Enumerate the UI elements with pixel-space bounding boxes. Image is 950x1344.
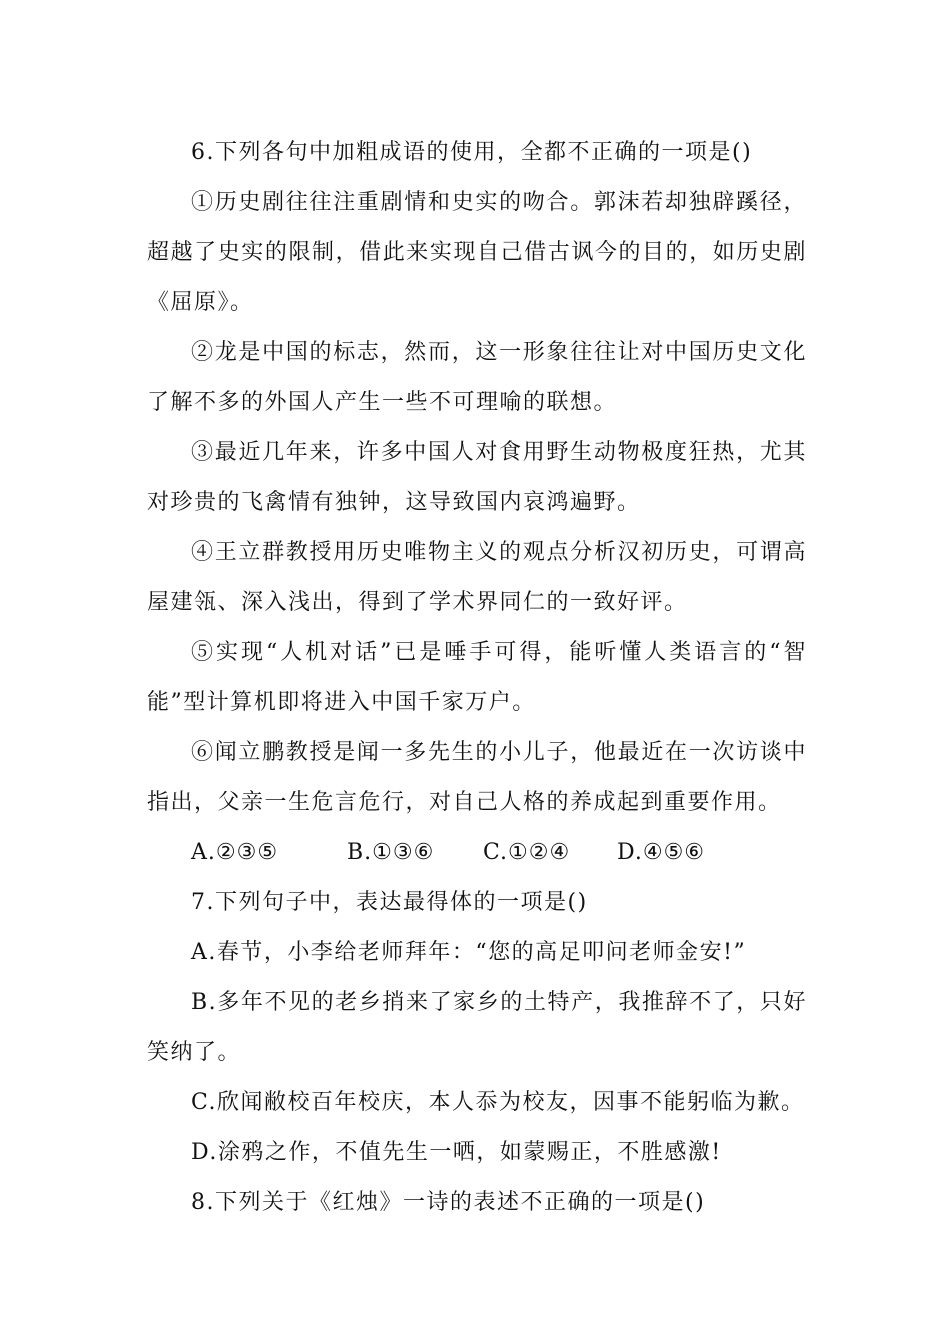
question-6-item-1: ①历史剧往往注重剧情和史实的吻合。郭沫若却独辟蹊径，超越了史实的限制，借此来实现自己借古讽今的目的，如历史剧《屈原》。 bbox=[147, 190, 807, 315]
document-body bbox=[147, 128, 807, 1228]
question-6-option-c: C.①②④ bbox=[483, 840, 571, 865]
question-6-option-a: A.②③⑤ bbox=[191, 840, 279, 865]
question-6-stem: 6.下列各句中加粗成语的使用，全都不正确的一项是() bbox=[191, 140, 753, 165]
question-6-options bbox=[147, 828, 807, 878]
question-6-item-5: ⑤实现“人机对话”已是唾手可得，能听懂人类语言的“智能”型计算机即将进入中国千家万户。 bbox=[147, 640, 807, 715]
question-7-option-d: D.涂鸦之作，不值先生一哂，如蒙赐正，不胜感激! bbox=[191, 1140, 722, 1165]
question-8-stem: 8.下列关于《红烛》一诗的表述不正确的一项是() bbox=[191, 1190, 706, 1215]
question-6-item-2: ②龙是中国的标志，然而，这一形象往往让对中国历史文化了解不多的外国人产生一些不可理喻的联想。 bbox=[147, 340, 807, 415]
question-6-item-3: ③最近几年来，许多中国人对食用野生动物极度狂热，尤其对珍贵的飞禽情有独钟，这导致国内哀鸿遍野。 bbox=[147, 440, 807, 515]
question-7-option-c: C.欣闻敝校百年校庆，本人忝为校友，因事不能躬临为歉。 bbox=[191, 1090, 805, 1115]
question-6-option-b: B.①③⑥ bbox=[347, 840, 435, 865]
question-6-item-4: ④王立群教授用历史唯物主义的观点分析汉初历史，可谓高屋建瓴、深入浅出，得到了学术界同仁的一致好评。 bbox=[147, 540, 807, 615]
question-6-item-6: ⑥闻立鹏教授是闻一多先生的小儿子，他最近在一次访谈中指出，父亲一生危言危行，对自己人格的养成起到重要作用。 bbox=[147, 740, 807, 815]
question-6-option-d: D.④⑤⑥ bbox=[617, 840, 706, 865]
question-7-option-a: A.春节，小李给老师拜年：“您的高足叩问老师金安!” bbox=[191, 940, 747, 965]
question-7-option-b: B.多年不见的老乡捎来了家乡的土特产，我推辞不了，只好笑纳了。 bbox=[147, 990, 807, 1065]
question-7-stem: 7.下列句子中，表达最得体的一项是() bbox=[191, 890, 588, 915]
